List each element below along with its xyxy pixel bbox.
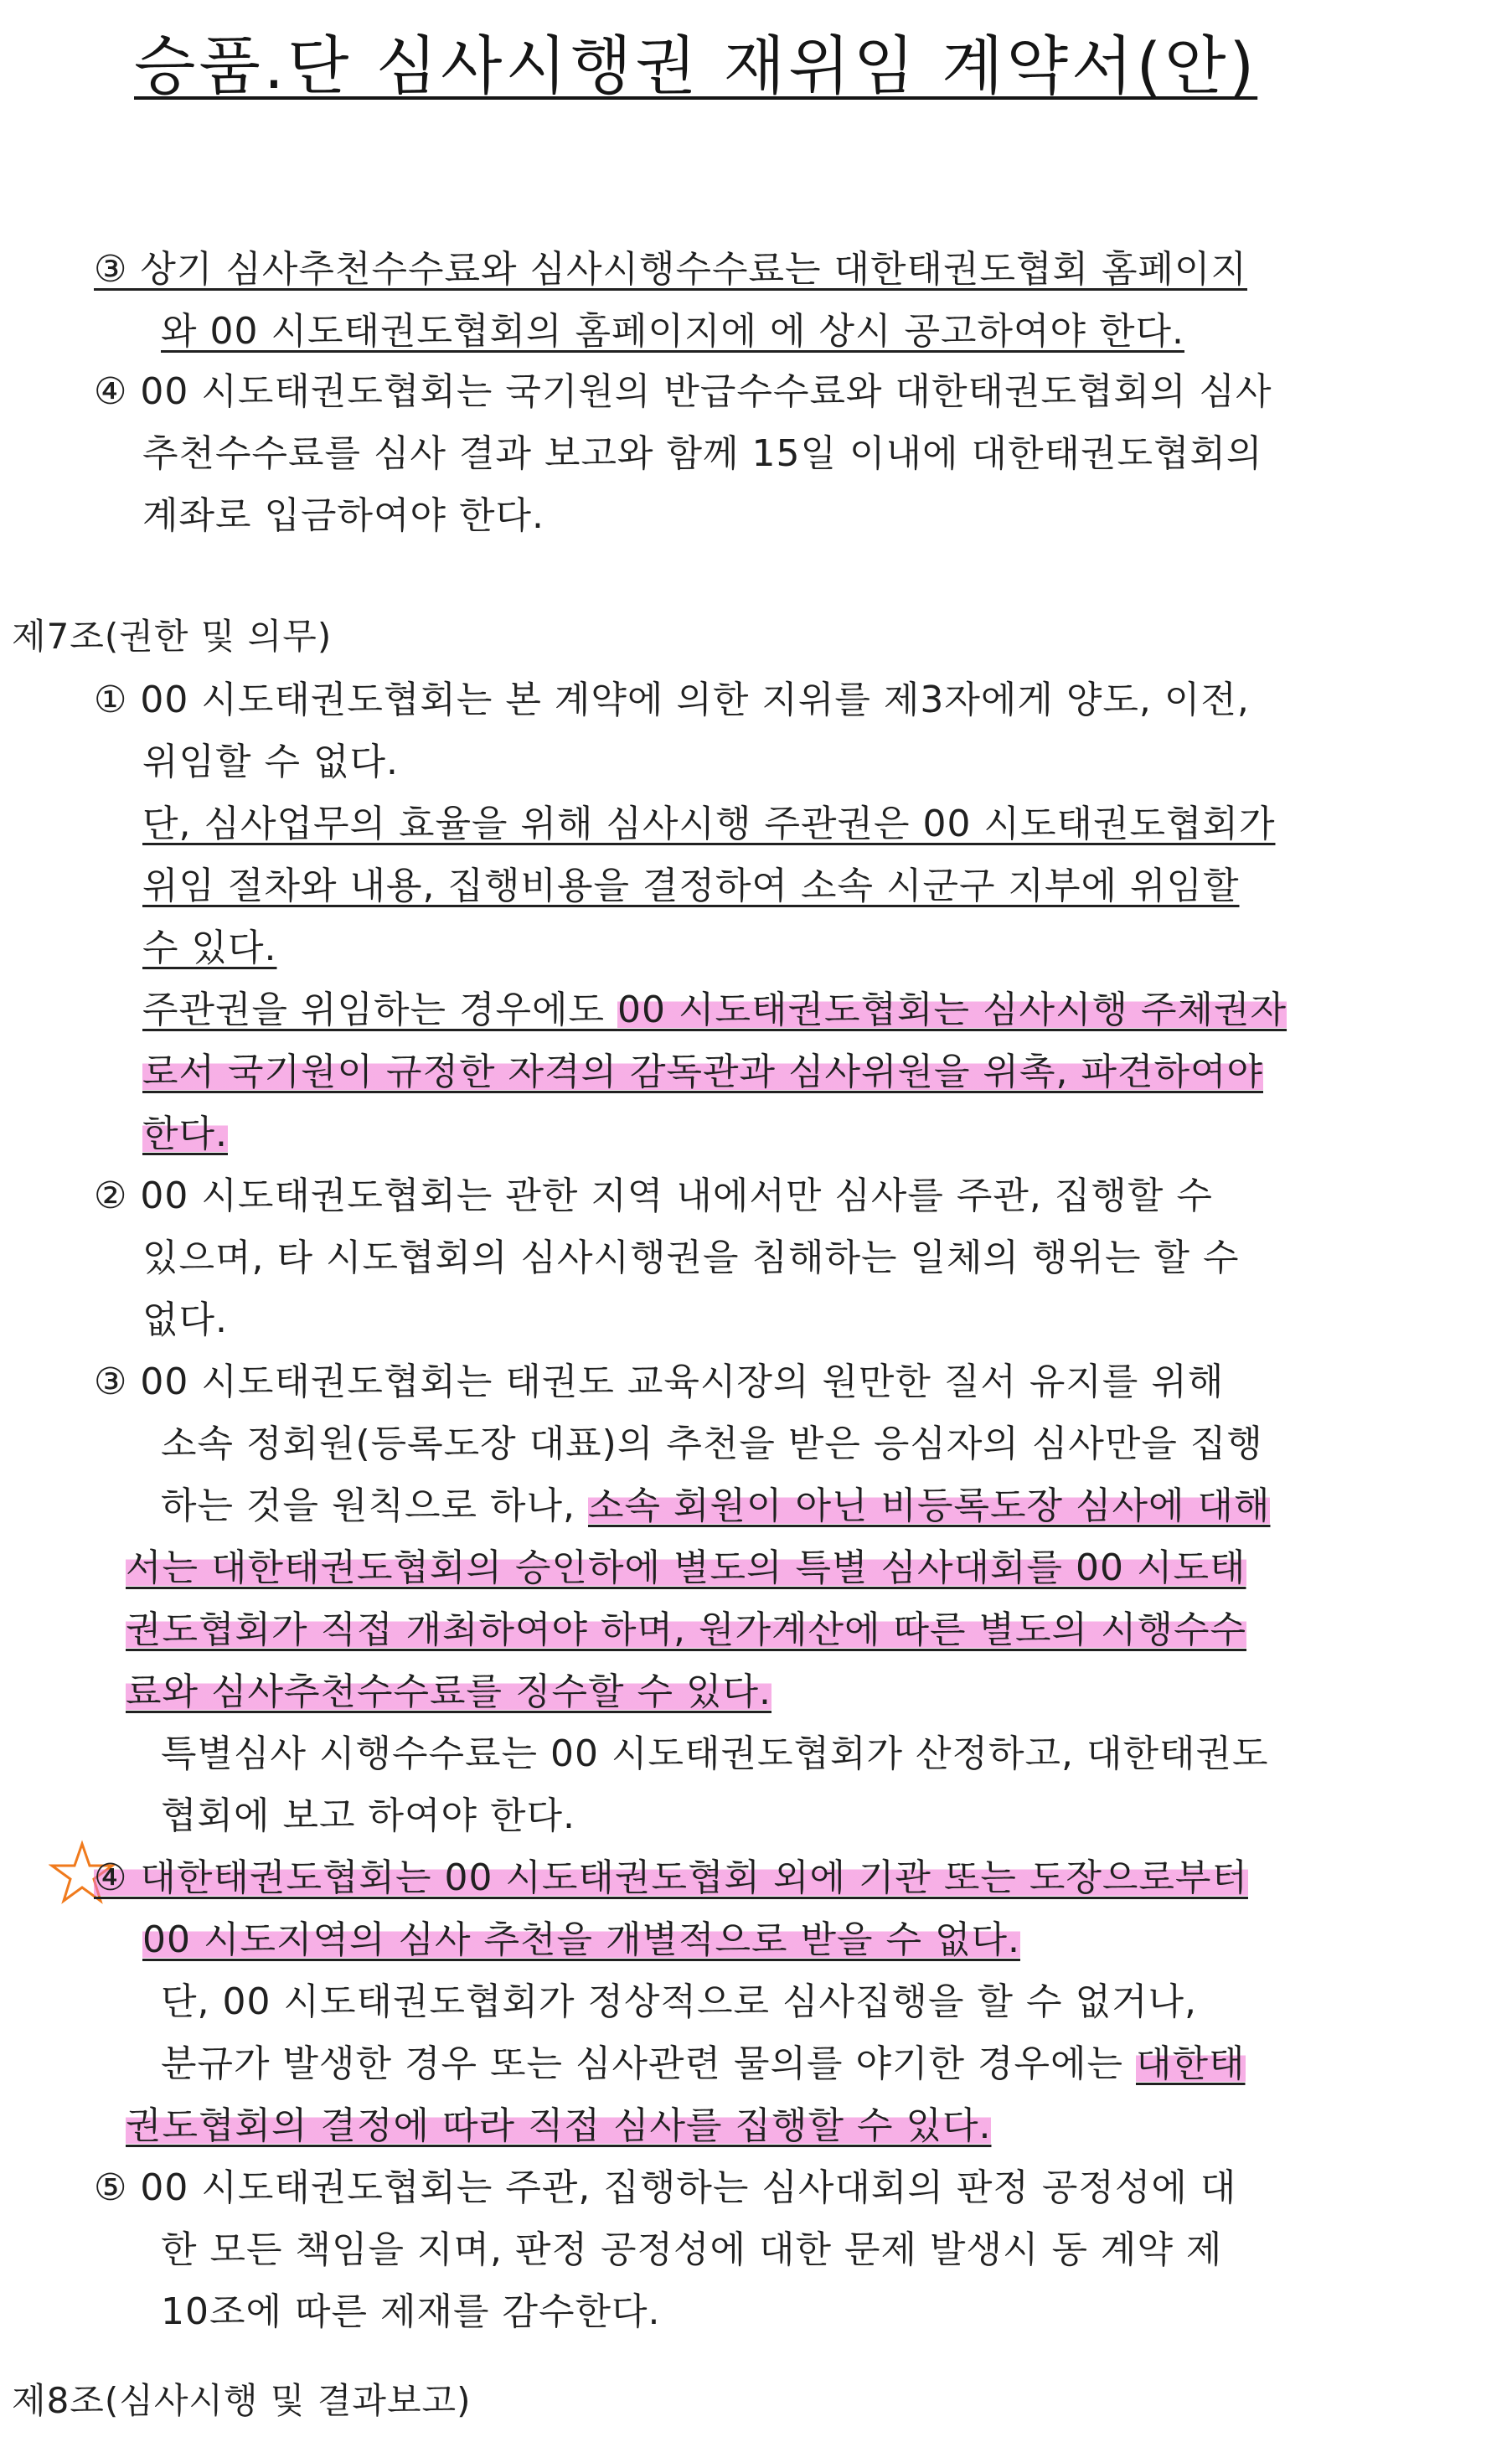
clause-7-4-line-1-highlight: ④ 대한태권도협회는 00 시도태권도협회 외에 기관 또는 도장으로부터 [94,1856,1248,1899]
clause-7-1-line-1: ① 00 시도태권도협회는 본 계약에 의한 지위를 제3자에게 양도, 이전, [94,679,1250,721]
clause-7-4-line-3: 단, 00 시도태권도협회가 정상적으로 심사집행을 할 수 없거나, [161,1980,1197,2023]
clause-7-3-line-7: 특별심사 시행수수료는 00 시도태권도협회가 산정하고, 대한태권도 [161,1732,1269,1775]
clause-7-3-line-1: ③ 00 시도태권도협회는 태권도 교육시장의 원만한 질서 유지를 위해 [94,1360,1225,1403]
clause-7-5-line-1: ⑤ 00 시도태권도협회는 주관, 집행하는 심사대회의 판정 공정성에 대 [94,2166,1237,2209]
clause-7-1-line-7 [142,1047,1263,1097]
clause-6-4-line-3: 계좌로 입금하여야 한다. [142,494,544,537]
clause-7-3-line-3-highlight: 소속 회원이 아닌 비등록도장 심사에 대해 [587,1484,1271,1527]
clause-7-3-line-6-highlight: 료와 심사추천수수료를 징수할 수 있다. [126,1670,771,1713]
clause-7-3-line-6 [126,1667,771,1717]
clause-7-3-line-4 [126,1543,1246,1593]
clause-7-4-line-5-highlight: 권도협회의 결정에 따라 직접 심사를 집행할 수 있다. [126,2104,992,2147]
clause-7-1-line-3: 단, 심사업무의 효율을 위해 심사시행 주관권은 00 시도태권도협회가 [142,803,1276,845]
clause-7-5-line-2: 한 모든 책임을 지며, 판정 공정성에 대한 문제 발생시 동 계약 제 [161,2228,1223,2271]
clause-6-3-line-2: 와 00 시도태권도협회의 홈페이지에 에 상시 공고하여야 한다. [161,310,1184,353]
clause-7-3-line-5-highlight: 권도협회가 직접 개최하여야 하며, 원가계산에 따른 별도의 시행수수 [126,1608,1246,1651]
clause-7-5-line-3: 10조에 따른 제재를 감수한다. [161,2290,661,2333]
clause-7-4-line-4-plain: 분규가 발생한 경우 또는 심사관련 물의를 야기한 경우에는 [161,2042,1136,2085]
clause-7-3-line-3 [161,1481,1270,1531]
clause-7-1-line-2: 위임할 수 없다. [142,741,399,783]
clause-7-2-line-1: ② 00 시도태권도협회는 관한 지역 내에서만 심사를 주관, 집행할 수 [94,1175,1213,1217]
clause-7-2-line-2: 있으며, 타 시도협회의 심사시행권을 침해하는 일체의 행위는 할 수 [142,1237,1240,1279]
clause-7-1-line-8-highlight: 한다. [142,1113,228,1155]
clause-7-4-line-2-highlight: 00 시도지역의 심사 추천을 개별적으로 받을 수 없다. [142,1918,1020,1961]
clause-7-3-line-2: 소속 정회원(등록도장 대표)의 추천을 받은 응심자의 심사만을 집행 [161,1422,1263,1465]
clause-6-4-line-1: ④ 00 시도태권도협회는 국기원의 반급수수료와 대한태권도협회의 심사 [94,370,1272,413]
document-title: 승품.단 심사시행권 재위임 계약서(안) [134,28,1258,103]
clause-7-1-line-4: 위임 절차와 내용, 집행비용을 결정하여 소속 시군구 지부에 위임할 [142,865,1240,907]
article-8-heading: 제8조(심사시행 및 결과보고) [12,2380,472,2421]
clause-7-1-line-8 [142,1109,228,1159]
clause-7-4-line-5 [126,2101,991,2151]
clause-7-3-line-5 [126,1605,1246,1655]
clause-7-3-line-8: 협회에 보고 하여야 한다. [161,1794,575,1837]
clause-7-4-line-4-highlight: 대한태 [1135,2042,1246,2085]
clause-6-4-line-2: 추천수수료를 심사 결과 보고와 함께 15일 이내에 대한태권도협회의 [142,432,1263,475]
clause-6-3-line-1: ③ 상기 심사추천수수료와 심사시행수수료는 대한태권도협회 홈페이지 [94,248,1247,291]
clause-7-4-line-4 [161,2039,1246,2089]
clause-7-3-line-3-plain: 하는 것을 원칙으로 하나, [161,1484,588,1527]
clause-7-3-line-4-highlight: 서는 대한태권도협회의 승인하에 별도의 특별 심사대회를 00 시도태 [126,1546,1246,1589]
clause-7-4-line-2 [142,1915,1020,1965]
clause-7-2-line-3: 없다. [142,1299,228,1341]
clause-7-1-line-5: 수 있다. [142,927,277,969]
clause-7-1-line-6-highlight: 00 시도태권도협회는 심사시행 주체권자 [617,989,1288,1031]
clause-7-1-line-6 [142,985,1287,1035]
clause-7-4-line-1 [94,1853,1248,1903]
article-7-heading: 제7조(권한 및 의무) [12,616,333,657]
clause-7-1-line-6-plain: 주관권을 위임하는 경우에도 [142,989,618,1031]
clause-7-1-line-7-highlight: 로서 국기원이 규정한 자격의 감독관과 심사위원을 위촉, 파견하여야 [142,1051,1263,1093]
